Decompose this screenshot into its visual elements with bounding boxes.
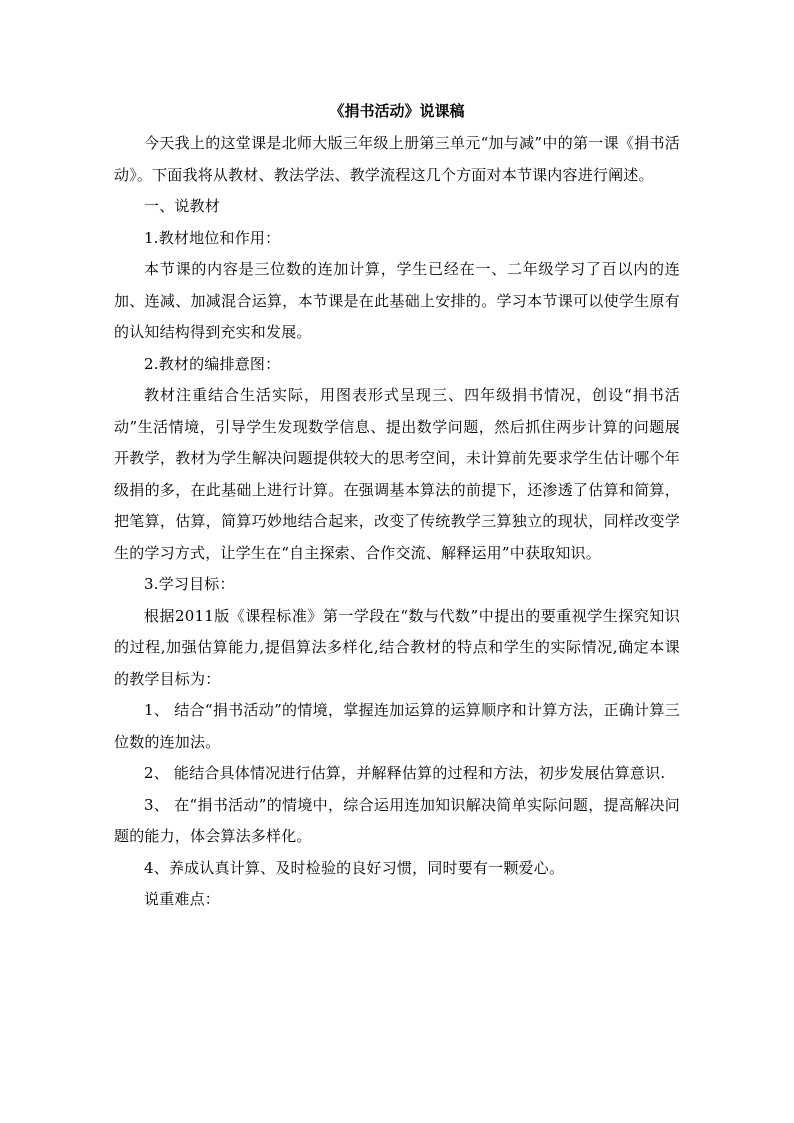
textbook-role-paragraph: 本节课的内容是三位数的连加计算，学生已经在一、二年级学习了百以内的连加、连减、加减混合运算，本节课是在此基础上安排的。学习本节课可以使学生原有的认知结构得到充实和发展。 [114,260,680,341]
learning-goals-paragraph: 根据2011版《课程标准》第一学段在“数与代数”中提出的要重视学生探究知识的过程,加强估算能力,提倡算法多样化,结合教材的特点和学生的实际情况,确定本课的教学目标为： [114,606,680,688]
document-body [114,98,680,916]
goal-item-2: 2、 能结合具体情况进行估算，并解释估算的过程和方法，初步发展估算意识. [144,764,666,782]
subheading-key-difficulties: 说重难点： [144,890,221,908]
document-title: 《捐书活动》说课稿 [329,102,465,120]
subheading-learning-goals: 3.学习目标： [144,575,235,593]
goal-item-1: 1、 结合“捐书活动”的情境，掌握连加运算的运算顺序和计算方法，正确计算三位数的连加法。 [114,701,680,751]
textbook-design-paragraph: 教材注重结合生活实际，用图表形式呈现三、四年级捐书情况，创设“捐书活动”生活情境，引导学生发现数学信息、提出数学问题，然后抓住两步计算的问题展开教学，教材为学生解决问题提供较大的思考空间，未计算前先要求学生估计哪个年级捐的多，在此基础上进行计算。在强调基本算法的前提下，还渗透了估算和简算，把笔算，估算，简算巧妙地结合起来，改变了传统教学三算独立的现状，同样改变学生的学习方式，让学生在“自主探索、合作交流、解释运用”中获取知识。 [114,386,680,562]
section-heading-textbook: 一、说教材 [144,197,221,215]
goal-item-3: 3、 在“捐书活动”的情境中，综合运用连加知识解决简单实际问题，提高解决问题的能力，体会算法多样化。 [114,795,680,845]
intro-paragraph: 今天我上的这堂课是北师大版三年级上册第三单元“加与减”中的第一课《捐书活动》。下面我将从教材、教法学法、教学流程这几个方面对本节课内容进行阐述。 [114,134,680,184]
goal-item-4: 4、养成认真计算、及时检验的良好习惯，同时要有一颗爱心。 [144,858,565,877]
subheading-textbook-design: 2.教材的编排意图： [144,354,281,373]
subheading-textbook-role: 1.教材地位和作用： [144,228,281,247]
